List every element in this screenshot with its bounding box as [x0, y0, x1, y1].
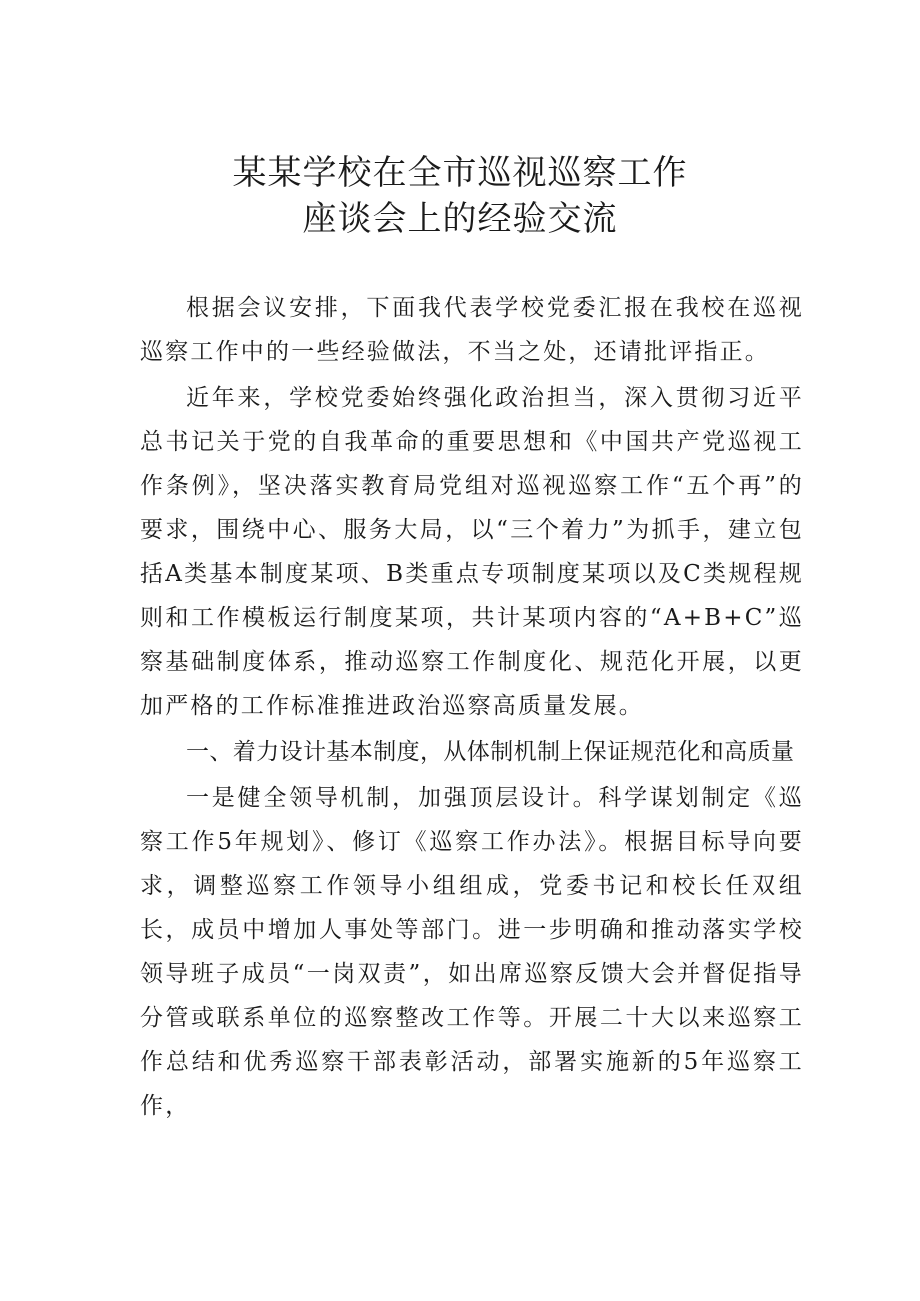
document-body — [140, 286, 804, 1130]
document-title — [0, 150, 920, 242]
section-paragraph: 一是健全领导机制，加强顶层设计。科学谋划制定《巡察工作5年规划》、修订《巡察工作办法》。根据目标导向要求，调整巡察工作领导小组组成，党委书记和校长任双组长，成员中增加人事处等部门。进一步明确和推动落实学校领导班子成员“一岗双责”，如出席巡察反馈大会并督促指导分管或联系单位的巡察整改工作等。开展二十大以来巡察工作总结和优秀巡察干部表彰活动，部署实施新的5年巡察工作， — [140, 785, 804, 1119]
title-line-2: 座谈会上的经验交流 — [302, 199, 618, 239]
background-paragraph: 近年来，学校党委始终强化政治担当，深入贯彻习近平总书记关于党的自我革命的重要思想和《中国共产党巡视工作条例》，坚决落实教育局党组对巡视巡察工作“五个再”的要求，围绕中心、服务大局，以“三个着力”为抓手，建立包括A类基本制度某项、B类重点专项制度某项以及C类规程规则和工作模板运行制度某项，共计某项内容的“A+B+C”巡察基础制度体系，推动巡察工作制度化、规范化开展，以更加严格的工作标准推进政治巡察高质量发展。 — [140, 385, 804, 719]
title-line-1: 某某学校在全市巡视巡察工作 — [232, 153, 688, 193]
section-heading: 一、着力设计基本制度，从体制机制上保证规范化和高质量 — [186, 739, 795, 765]
intro-paragraph: 根据会议安排，下面我代表学校党委汇报在我校在巡视巡察工作中的一些经验做法，不当之处，还请批评指正。 — [140, 295, 804, 365]
